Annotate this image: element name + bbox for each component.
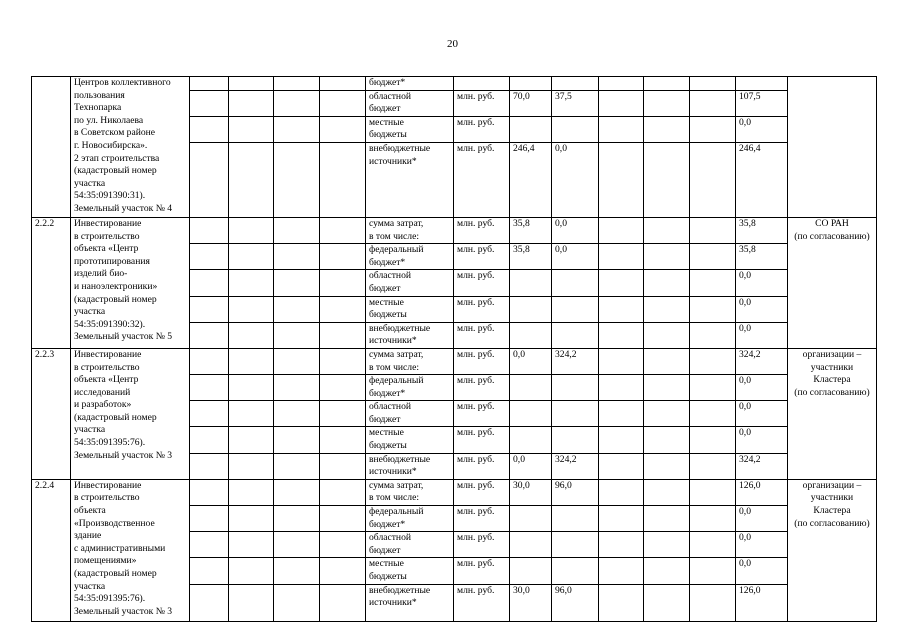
- empty-cell: [274, 584, 320, 621]
- executor-cell: [788, 77, 877, 218]
- value-cell: [552, 296, 599, 322]
- value-cell: [552, 532, 599, 558]
- empty-cell: [229, 77, 274, 91]
- empty-cell: [190, 584, 229, 621]
- empty-cell: [229, 142, 274, 217]
- total-cell: 35,8: [736, 244, 788, 270]
- empty-cell: [190, 479, 229, 505]
- empty-cell: [690, 558, 736, 584]
- funding-source-cell: местные бюджеты: [366, 558, 454, 584]
- empty-cell: [190, 427, 229, 453]
- unit-cell: млн. руб.: [454, 296, 510, 322]
- value-cell: [510, 558, 552, 584]
- empty-cell: [229, 348, 274, 374]
- value-cell: 30,0: [510, 479, 552, 505]
- empty-cell: [190, 401, 229, 427]
- value-cell: [510, 506, 552, 532]
- value-cell: 96,0: [552, 584, 599, 621]
- empty-cell: [320, 375, 366, 401]
- total-cell: [736, 77, 788, 91]
- empty-cell: [644, 90, 690, 116]
- empty-cell: [690, 270, 736, 296]
- empty-cell: [320, 532, 366, 558]
- budget-table-body: [32, 77, 877, 622]
- empty-cell: [644, 584, 690, 621]
- total-cell: 0,0: [736, 427, 788, 453]
- table-row: [32, 217, 877, 243]
- total-cell: 0,0: [736, 532, 788, 558]
- total-cell: 324,2: [736, 453, 788, 479]
- empty-cell: [320, 401, 366, 427]
- empty-cell: [320, 427, 366, 453]
- empty-cell: [274, 479, 320, 505]
- funding-source-cell: федеральный бюджет*: [366, 506, 454, 532]
- empty-cell: [320, 217, 366, 243]
- total-cell: 107,5: [736, 90, 788, 116]
- budget-table: [31, 76, 877, 622]
- empty-cell: [599, 532, 644, 558]
- empty-cell: [274, 270, 320, 296]
- empty-cell: [690, 584, 736, 621]
- item-number-cell: 2.2.3: [32, 348, 71, 479]
- empty-cell: [644, 77, 690, 91]
- empty-cell: [690, 77, 736, 91]
- unit-cell: [454, 77, 510, 91]
- funding-source-cell: областной бюджет: [366, 532, 454, 558]
- value-cell: 96,0: [552, 479, 599, 505]
- empty-cell: [190, 558, 229, 584]
- empty-cell: [229, 322, 274, 348]
- empty-cell: [274, 348, 320, 374]
- empty-cell: [190, 506, 229, 532]
- empty-cell: [599, 116, 644, 142]
- empty-cell: [190, 375, 229, 401]
- empty-cell: [599, 401, 644, 427]
- empty-cell: [229, 270, 274, 296]
- table-row: [32, 348, 877, 374]
- item-name-cell: Инвестирование в строительство объекта «Центр исследований и разработок» (кадастровый номер участка 54:35:091395:76). Земельный участок № 3: [71, 348, 190, 479]
- unit-cell: млн. руб.: [454, 244, 510, 270]
- funding-source-cell: внебюджетные источники*: [366, 142, 454, 217]
- empty-cell: [690, 506, 736, 532]
- value-cell: [552, 77, 599, 91]
- empty-cell: [229, 453, 274, 479]
- empty-cell: [229, 401, 274, 427]
- empty-cell: [644, 453, 690, 479]
- empty-cell: [190, 77, 229, 91]
- item-name-cell: Центров коллективного пользования Технопарка по ул. Николаева в Советском районе г. Новосибирска». 2 этап строительства (кадастровый номер участка 54:35:091390:31). Земельный участок № 4: [71, 77, 190, 218]
- empty-cell: [320, 348, 366, 374]
- total-cell: 0,0: [736, 322, 788, 348]
- empty-cell: [274, 532, 320, 558]
- empty-cell: [644, 558, 690, 584]
- empty-cell: [690, 322, 736, 348]
- value-cell: [510, 427, 552, 453]
- empty-cell: [229, 90, 274, 116]
- executor-cell: организации – участники Кластера (по согласованию): [788, 348, 877, 479]
- value-cell: 0,0: [510, 453, 552, 479]
- value-cell: 35,8: [510, 217, 552, 243]
- funding-source-cell: местные бюджеты: [366, 116, 454, 142]
- empty-cell: [644, 142, 690, 217]
- value-cell: [510, 532, 552, 558]
- funding-source-cell: местные бюджеты: [366, 427, 454, 453]
- empty-cell: [229, 479, 274, 505]
- empty-cell: [599, 506, 644, 532]
- value-cell: 324,2: [552, 453, 599, 479]
- empty-cell: [690, 532, 736, 558]
- value-cell: 0,0: [510, 348, 552, 374]
- value-cell: 70,0: [510, 90, 552, 116]
- funding-source-cell: сумма затрат, в том числе:: [366, 479, 454, 505]
- empty-cell: [599, 584, 644, 621]
- unit-cell: млн. руб.: [454, 217, 510, 243]
- empty-cell: [599, 322, 644, 348]
- empty-cell: [229, 532, 274, 558]
- funding-source-cell: федеральный бюджет*: [366, 244, 454, 270]
- empty-cell: [274, 116, 320, 142]
- table-row: [32, 479, 877, 505]
- empty-cell: [690, 142, 736, 217]
- empty-cell: [320, 270, 366, 296]
- empty-cell: [320, 296, 366, 322]
- total-cell: 0,0: [736, 116, 788, 142]
- empty-cell: [690, 375, 736, 401]
- empty-cell: [690, 453, 736, 479]
- empty-cell: [599, 453, 644, 479]
- total-cell: 126,0: [736, 584, 788, 621]
- value-cell: [552, 558, 599, 584]
- empty-cell: [190, 532, 229, 558]
- empty-cell: [229, 217, 274, 243]
- empty-cell: [274, 506, 320, 532]
- total-cell: 35,8: [736, 217, 788, 243]
- funding-source-cell: внебюджетные источники*: [366, 322, 454, 348]
- empty-cell: [320, 584, 366, 621]
- unit-cell: млн. руб.: [454, 90, 510, 116]
- value-cell: 246,4: [510, 142, 552, 217]
- empty-cell: [229, 558, 274, 584]
- empty-cell: [644, 270, 690, 296]
- value-cell: [552, 116, 599, 142]
- empty-cell: [320, 453, 366, 479]
- empty-cell: [190, 217, 229, 243]
- item-number-cell: 2.2.2: [32, 217, 71, 348]
- page-number: 20: [447, 38, 458, 50]
- value-cell: [552, 322, 599, 348]
- executor-cell: СО РАН (по согласованию): [788, 217, 877, 348]
- value-cell: [552, 506, 599, 532]
- empty-cell: [644, 244, 690, 270]
- empty-cell: [274, 427, 320, 453]
- funding-source-cell: сумма затрат, в том числе:: [366, 217, 454, 243]
- empty-cell: [320, 506, 366, 532]
- empty-cell: [274, 401, 320, 427]
- value-cell: 35,8: [510, 244, 552, 270]
- funding-source-cell: местные бюджеты: [366, 296, 454, 322]
- empty-cell: [644, 217, 690, 243]
- value-cell: 0,0: [552, 244, 599, 270]
- unit-cell: млн. руб.: [454, 142, 510, 217]
- empty-cell: [274, 77, 320, 91]
- value-cell: [510, 375, 552, 401]
- value-cell: 37,5: [552, 90, 599, 116]
- empty-cell: [644, 322, 690, 348]
- total-cell: 0,0: [736, 270, 788, 296]
- value-cell: [552, 401, 599, 427]
- empty-cell: [644, 532, 690, 558]
- empty-cell: [190, 453, 229, 479]
- funding-source-cell: внебюджетные источники*: [366, 584, 454, 621]
- empty-cell: [690, 427, 736, 453]
- empty-cell: [599, 479, 644, 505]
- total-cell: 0,0: [736, 506, 788, 532]
- value-cell: [552, 375, 599, 401]
- empty-cell: [320, 90, 366, 116]
- item-number-cell: [32, 77, 71, 218]
- empty-cell: [644, 479, 690, 505]
- funding-source-cell: областной бюджет: [366, 90, 454, 116]
- empty-cell: [190, 142, 229, 217]
- empty-cell: [190, 116, 229, 142]
- empty-cell: [190, 90, 229, 116]
- value-cell: 324,2: [552, 348, 599, 374]
- empty-cell: [274, 90, 320, 116]
- empty-cell: [320, 322, 366, 348]
- unit-cell: млн. руб.: [454, 479, 510, 505]
- total-cell: 246,4: [736, 142, 788, 217]
- item-number-cell: 2.2.4: [32, 479, 71, 621]
- empty-cell: [274, 558, 320, 584]
- empty-cell: [229, 296, 274, 322]
- empty-cell: [644, 401, 690, 427]
- empty-cell: [644, 506, 690, 532]
- total-cell: 0,0: [736, 375, 788, 401]
- value-cell: 0,0: [552, 142, 599, 217]
- empty-cell: [190, 322, 229, 348]
- unit-cell: млн. руб.: [454, 375, 510, 401]
- unit-cell: млн. руб.: [454, 506, 510, 532]
- empty-cell: [274, 375, 320, 401]
- empty-cell: [274, 322, 320, 348]
- empty-cell: [644, 296, 690, 322]
- empty-cell: [644, 348, 690, 374]
- empty-cell: [229, 506, 274, 532]
- empty-cell: [229, 116, 274, 142]
- value-cell: [510, 116, 552, 142]
- empty-cell: [690, 401, 736, 427]
- empty-cell: [599, 77, 644, 91]
- table-row: [32, 77, 877, 91]
- empty-cell: [320, 142, 366, 217]
- empty-cell: [599, 296, 644, 322]
- total-cell: 0,0: [736, 296, 788, 322]
- funding-source-cell: внебюджетные источники*: [366, 453, 454, 479]
- total-cell: 126,0: [736, 479, 788, 505]
- unit-cell: млн. руб.: [454, 558, 510, 584]
- unit-cell: млн. руб.: [454, 322, 510, 348]
- empty-cell: [644, 116, 690, 142]
- empty-cell: [599, 90, 644, 116]
- value-cell: [510, 270, 552, 296]
- empty-cell: [229, 427, 274, 453]
- empty-cell: [599, 558, 644, 584]
- funding-source-cell: областной бюджет: [366, 270, 454, 296]
- empty-cell: [274, 142, 320, 217]
- unit-cell: млн. руб.: [454, 532, 510, 558]
- empty-cell: [274, 453, 320, 479]
- empty-cell: [190, 296, 229, 322]
- empty-cell: [190, 270, 229, 296]
- empty-cell: [320, 77, 366, 91]
- executor-cell: организации – участники Кластера (по согласованию): [788, 479, 877, 621]
- empty-cell: [320, 116, 366, 142]
- value-cell: [510, 77, 552, 91]
- unit-cell: млн. руб.: [454, 116, 510, 142]
- value-cell: [510, 401, 552, 427]
- item-name-cell: Инвестирование в строительство объекта «Центр прототипирования изделий био- и наноэлектроники» (кадастровый номер участка 54:35:091390:32). Земельный участок № 5: [71, 217, 190, 348]
- empty-cell: [274, 217, 320, 243]
- empty-cell: [690, 296, 736, 322]
- unit-cell: млн. руб.: [454, 401, 510, 427]
- value-cell: [552, 270, 599, 296]
- empty-cell: [274, 244, 320, 270]
- empty-cell: [320, 244, 366, 270]
- empty-cell: [320, 558, 366, 584]
- empty-cell: [229, 375, 274, 401]
- empty-cell: [274, 296, 320, 322]
- total-cell: 0,0: [736, 558, 788, 584]
- funding-source-cell: федеральный бюджет*: [366, 375, 454, 401]
- funding-source-cell: сумма затрат, в том числе:: [366, 348, 454, 374]
- value-cell: [510, 322, 552, 348]
- empty-cell: [599, 244, 644, 270]
- empty-cell: [229, 244, 274, 270]
- value-cell: 0,0: [552, 217, 599, 243]
- empty-cell: [690, 116, 736, 142]
- empty-cell: [599, 142, 644, 217]
- empty-cell: [690, 348, 736, 374]
- empty-cell: [190, 244, 229, 270]
- unit-cell: млн. руб.: [454, 348, 510, 374]
- funding-source-cell: бюджет*: [366, 77, 454, 91]
- empty-cell: [599, 348, 644, 374]
- empty-cell: [320, 479, 366, 505]
- unit-cell: млн. руб.: [454, 270, 510, 296]
- total-cell: 324,2: [736, 348, 788, 374]
- empty-cell: [190, 348, 229, 374]
- value-cell: 30,0: [510, 584, 552, 621]
- empty-cell: [690, 90, 736, 116]
- unit-cell: млн. руб.: [454, 427, 510, 453]
- unit-cell: млн. руб.: [454, 453, 510, 479]
- empty-cell: [229, 584, 274, 621]
- value-cell: [510, 296, 552, 322]
- empty-cell: [599, 375, 644, 401]
- empty-cell: [690, 244, 736, 270]
- empty-cell: [599, 427, 644, 453]
- empty-cell: [690, 479, 736, 505]
- funding-source-cell: областной бюджет: [366, 401, 454, 427]
- total-cell: 0,0: [736, 401, 788, 427]
- unit-cell: млн. руб.: [454, 584, 510, 621]
- item-name-cell: Инвестирование в строительство объекта «Производственное здание с административными помещениями» (кадастровый номер участка 54:35:091395:76). Земельный участок № 3: [71, 479, 190, 621]
- empty-cell: [644, 375, 690, 401]
- empty-cell: [599, 270, 644, 296]
- empty-cell: [690, 217, 736, 243]
- empty-cell: [599, 217, 644, 243]
- empty-cell: [644, 427, 690, 453]
- value-cell: [552, 427, 599, 453]
